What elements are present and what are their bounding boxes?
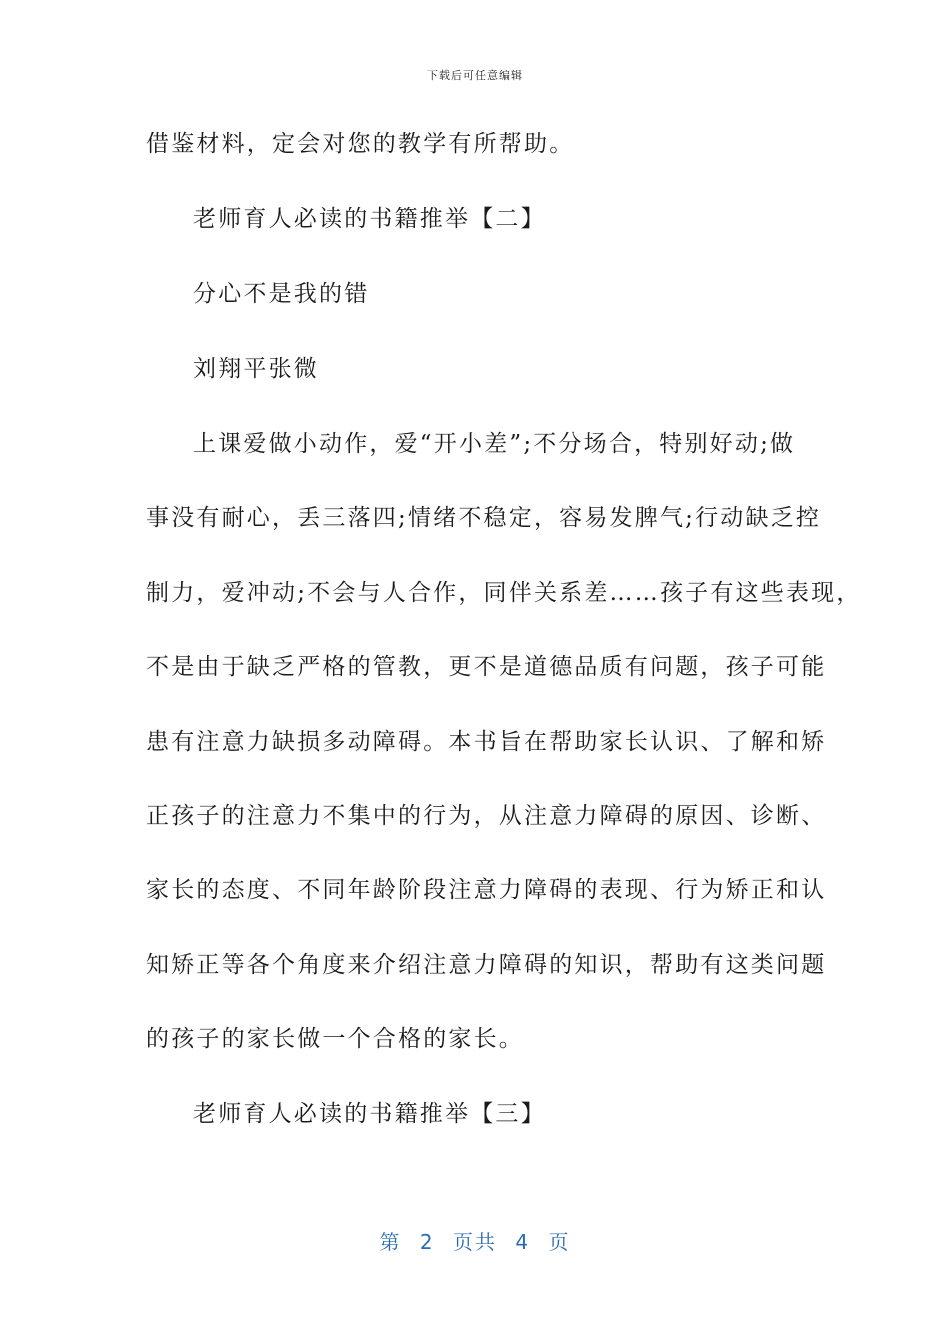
- book-title: 分心不是我的错: [193, 281, 370, 307]
- book-authors: 刘翔平张微: [193, 356, 319, 382]
- footer-prefix: 第: [379, 1230, 402, 1254]
- section-heading: 老师育人必读的书籍推举【三】: [193, 1101, 546, 1127]
- paragraph-line: 正孩子的注意力不集中的行为，从注意力障碍的原因、诊断、: [146, 803, 827, 829]
- paragraph-line: 事没有耐心，丢三落四;情绪不稳定，容易发脾气;行动缺乏控: [146, 505, 822, 531]
- paragraph-line: 制力，爱冲动;不会与人合作，同伴关系差……孩子有这些表现，: [146, 580, 862, 606]
- paragraph-line: 知矫正等各个角度来介绍注意力障碍的知识，帮助有这类问题: [146, 952, 827, 978]
- paragraph-line: 借鉴材料，定会对您的教学有所帮助。: [146, 131, 575, 157]
- paragraph-line: 的孩子的家长做一个合格的家长。: [146, 1026, 524, 1052]
- section-heading: 老师育人必读的书籍推举【二】: [193, 206, 546, 232]
- footer-current-page: 2: [419, 1230, 435, 1254]
- footer-middle: 页共: [453, 1230, 497, 1254]
- paragraph-line: 上课爱做小动作，爱“开小差”;不分场合，特别好动;做: [193, 431, 796, 457]
- paragraph-line: 患有注意力缺损多动障碍。本书旨在帮助家长认识、了解和矫: [146, 729, 827, 755]
- paragraph-line: 家长的态度、不同年龄阶段注意力障碍的表现、行为矫正和认: [146, 877, 827, 903]
- footer-suffix: 页: [548, 1230, 571, 1254]
- page-number-footer: [0, 1226, 950, 1255]
- paragraph-line: 不是由于缺乏严格的管教，更不是道德品质有问题，孩子可能: [146, 654, 827, 680]
- footer-total-pages: 4: [515, 1230, 531, 1254]
- page-header-note: 下载后可任意编辑: [427, 69, 523, 82]
